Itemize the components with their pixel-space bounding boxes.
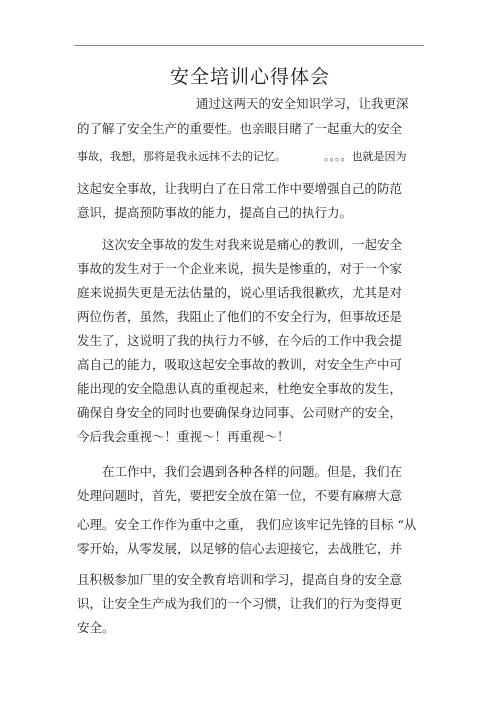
- text-line: 事故，我想，那将是我永远抹不去的记忆。: [77, 150, 286, 163]
- text-line: 识，让安全生产成为我们的一个习惯，让我们的行为变得更: [77, 596, 403, 611]
- document-title: 安全培训心得体会: [169, 66, 330, 88]
- text-line: 安全。: [77, 620, 115, 635]
- text-line: 在工作中，我们会遇到各种各样的问题。但是，我们在: [102, 464, 403, 479]
- text-line: 两位伤者，虽然，我阻止了他们的不安全行为，但事故还是: [77, 309, 403, 324]
- text-line: 能出现的安全隐患认真的重视起来，杜绝安全事故的发生，: [77, 381, 403, 396]
- top-rule: [74, 45, 424, 46]
- text-line: 的了解了安全生产的重要性。也亲眼目睹了一起重大的安全: [77, 121, 403, 136]
- text-line: 通过这两天的安全知识学习，让我更深: [196, 96, 409, 111]
- text-line: 且积极参加厂里的安全教育培训和学习，提高自身的安全意: [77, 572, 403, 587]
- text-line: 这起安全事故，让我明白了在日常工作中要增强自己的防范: [77, 181, 403, 196]
- text-line: 今后我会重视～！重视～！再重视～！: [77, 429, 290, 444]
- text-line: 意识，提高预防事故的能力，提高自己的执行力。: [77, 205, 353, 220]
- text-line: 高自己的能力，吸取这起安全事故的教训，对安全生产中可: [77, 357, 403, 372]
- text-line: 零开始，从零发展，以足够的信心去迎接它，去战胜它，并: [77, 541, 403, 556]
- text-line: 。。。。也就是因为: [324, 150, 407, 163]
- text-line: 处理问题时，首先，要把安全放在第一位，不要有麻痹大意: [77, 488, 403, 503]
- text-line: 心理。安全工作作为重中之重， 我们应该牢记先锋的目标 “从: [77, 517, 417, 532]
- text-line: 确保自身安全的同时也要确保身边同事、公司财产的安全，: [77, 405, 403, 420]
- text-line: 事故的发生对于一个企业来说，损失是惨重的，对于一个家: [77, 261, 403, 276]
- text-line: 这次安全事故的发生对我来说是痛心的教训，一起安全: [102, 237, 403, 252]
- text-line: 庭来说损失更是无法估量的，说心里话我很歉疚，尤其是对: [77, 285, 403, 300]
- text-line: 发生了，这说明了我的执行力不够，在今后的工作中我会提: [77, 333, 403, 348]
